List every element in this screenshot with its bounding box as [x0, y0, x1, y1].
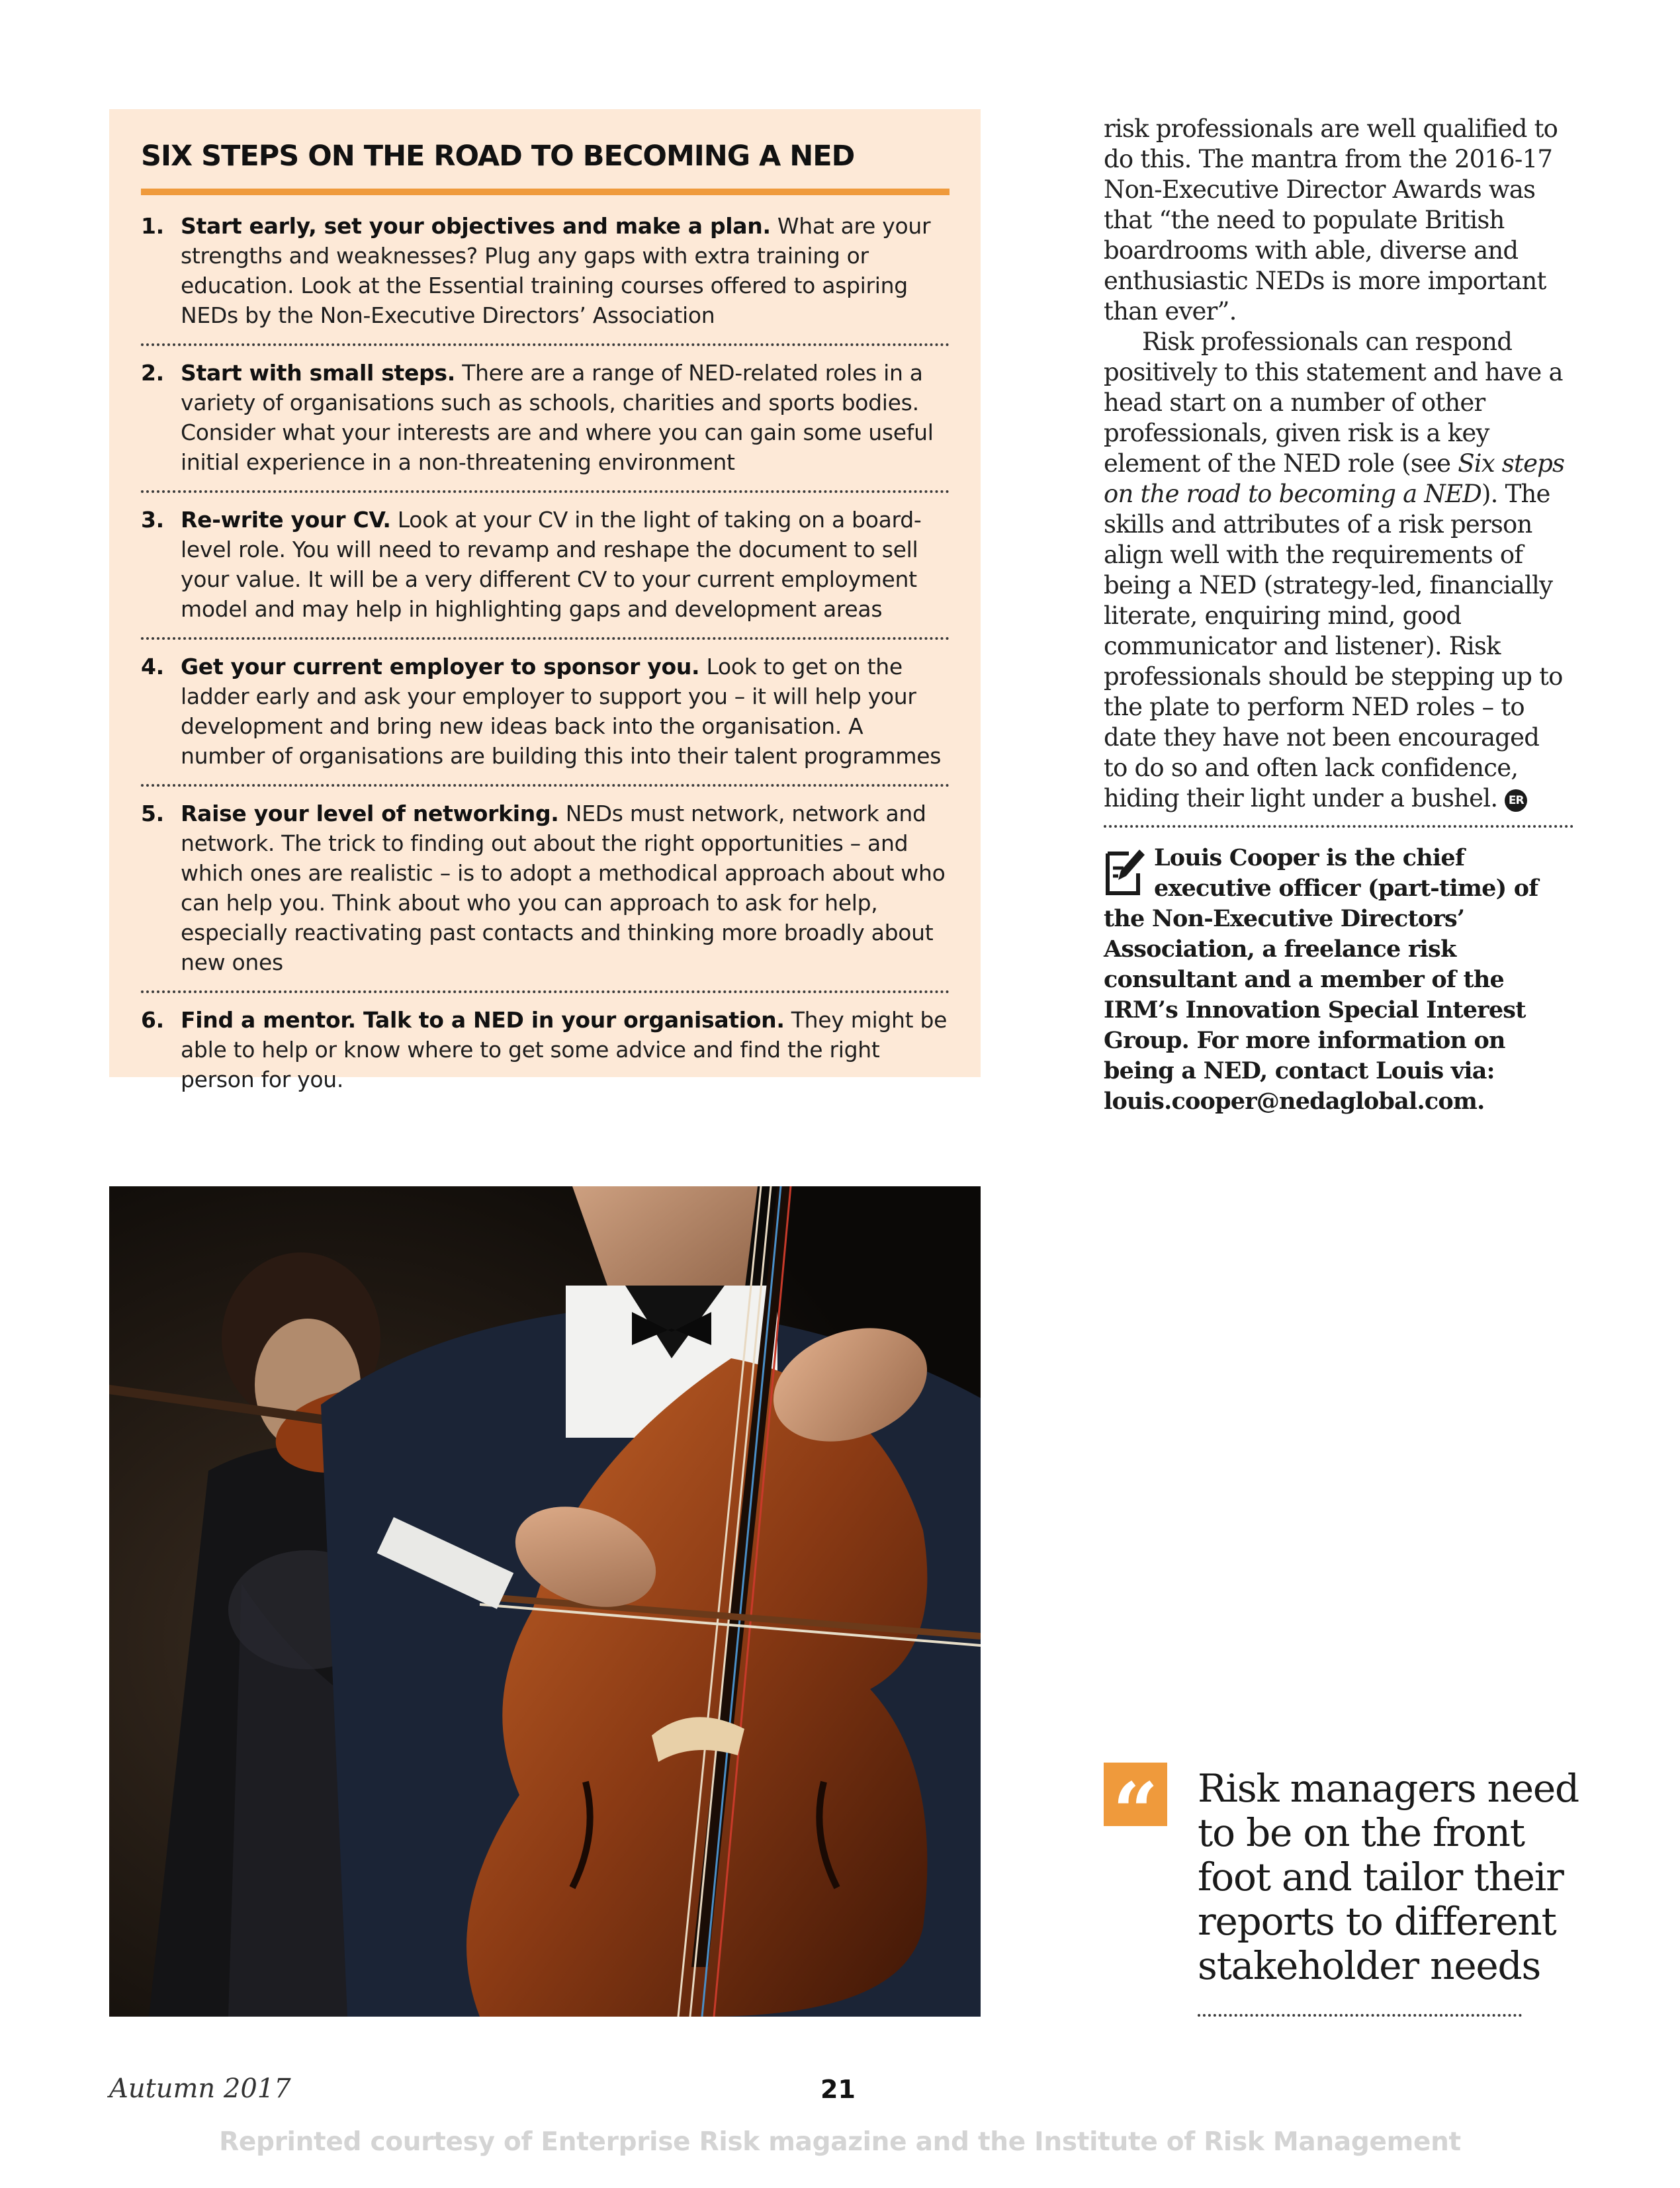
sidebar-title: SIX STEPS ON THE ROAD TO BECOMING A NED — [141, 140, 855, 173]
step-lead: Raise your level of networking. — [181, 801, 559, 826]
quote-mark-icon: “ — [1104, 1763, 1167, 1826]
musicians-photo — [109, 1186, 981, 2017]
reprint-credit: Reprinted courtesy of Enterprise Risk magazine and the Institute of Risk Management — [219, 2127, 1461, 2157]
note-pencil-icon — [1104, 844, 1146, 897]
body-paragraph — [1104, 327, 1567, 814]
step-item — [141, 343, 950, 490]
article-body — [1104, 114, 1567, 814]
title-rule — [141, 189, 950, 195]
step-item — [141, 490, 950, 637]
step-item — [141, 990, 950, 1108]
step-text: Look at your CV in the light of taking on a board-level role. You will need to revamp and reshape the document to sell your value. It will be a very different CV to your current employment model and may help in highlighting gaps and development areas — [181, 507, 922, 622]
step-number: 3. — [141, 507, 164, 533]
step-text: They might be able to help or know where to get some advice and find the right person for you. — [181, 1007, 948, 1092]
step-lead: Start with small steps. — [181, 360, 456, 386]
issue-label: Autumn 2017 — [109, 2074, 291, 2104]
step-lead: Find a mentor. Talk to a NED in your organisation. — [181, 1007, 785, 1033]
step-item — [141, 195, 950, 343]
step-number: 2. — [141, 360, 164, 386]
divider — [1198, 2014, 1522, 2017]
step-text: NEDs must network, network and network. The trick to finding out about the right opportunities – and which ones are realistic – is to adopt a methodical approach about who can help you. Think about who you can approach to ask for help, especially reactivating past contacts and thinking more broadly about new ones — [181, 801, 946, 975]
step-lead: Start early, set your objectives and make a plan. — [181, 213, 771, 239]
cellist-illustration — [109, 1186, 981, 2017]
end-mark-icon: ER — [1505, 789, 1527, 812]
step-lead: Re-write your CV. — [181, 507, 391, 533]
step-number: 5. — [141, 801, 164, 826]
steps-list — [141, 195, 950, 1108]
step-text: What are your strengths and weaknesses? Plug any gaps with extra training or education. Look at the Essential training courses offered to aspiring NEDs by the Non-Executive Directors’ Association — [181, 213, 931, 328]
step-number: 6. — [141, 1007, 164, 1033]
step-text: Look to get on the ladder early and ask your employer to support you – it will help your development and bring new ideas back into the organisation. A number of organisations are building this into their talent programmes — [181, 654, 942, 769]
page-number: 21 — [820, 2075, 856, 2104]
body-italic-ref: Six steps on the road to becoming a NED — [1104, 449, 1565, 508]
step-lead: Get your current employer to sponsor you. — [181, 654, 700, 679]
bio-text: Louis Cooper is the chief executive officer (part-time) of the Non-Executive Directors’ Association, a freelance risk consultant and a member of the IRM’s Innovation Special Interest Group. For more information on being a NED, contact Louis via: louis.cooper@nedaglobal.com. — [1104, 844, 1538, 1115]
step-item — [141, 637, 950, 784]
pull-quote: Risk managers need to be on the front foot and tailor their reports to different stakeholder needs — [1198, 1766, 1579, 1988]
body-text: ). The skills and attributes of a risk person align well with the requirements of being a NED (strategy-led, financially literate, enquiring mind, good communicator and listener). Risk professionals should be stepping up to the plate to perform NED roles – to date they have not been encouraged to do so and often lack confidence, hiding their light under a bushel. — [1104, 480, 1563, 812]
body-paragraph: risk professionals are well qualified to do this. The mantra from the 2016-17 Non-Executive Director Awards was that “the need to populate British boardrooms with able, diverse and enthusiastic NEDs is more important than ever”. — [1104, 114, 1558, 326]
six-steps-sidebar — [109, 109, 981, 1092]
body-text: Risk professionals can respond positively to this statement and have a head start on a number of other professionals, given risk is a key element of the NED role (see — [1104, 328, 1563, 478]
step-text: There are a range of NED-related roles in a variety of organisations such as schools, charities and sports bodies. Consider what your interests are and where you can gain some useful initial experience in a non-threatening environment — [181, 360, 934, 475]
step-number: 4. — [141, 654, 164, 679]
step-item — [141, 784, 950, 990]
divider — [1104, 825, 1573, 828]
step-number: 1. — [141, 213, 164, 239]
author-bio — [1104, 843, 1580, 1117]
